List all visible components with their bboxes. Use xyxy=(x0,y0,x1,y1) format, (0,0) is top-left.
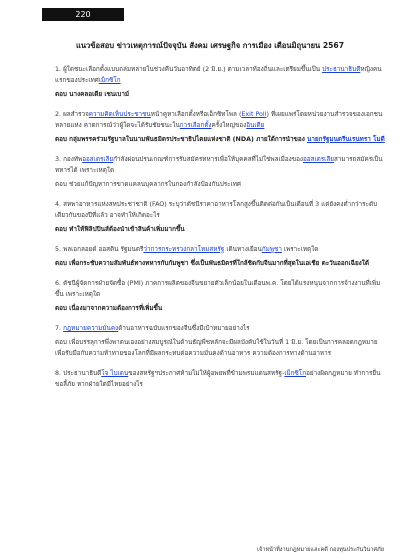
inline-link[interactable]: กระทรวงกลาโหมสหรัฐ xyxy=(161,246,225,253)
question-text: หญิงคนแรกของประเทศ xyxy=(55,66,382,84)
question-text: 4. สหพาอาหารแห่งสหประชาชาติ (FAO) ระบุว่าดัชนีราคาอาหารโลกสูงขึ้นติดต่อกันเป็นเดือนที่ 3 แต่ยังคงต่ำกว่าระดับเดียวกันของปีที่แล้ว อาจทำให้เกิดอะไร xyxy=(55,201,378,219)
inline-link[interactable]: ประธานาธิบดี xyxy=(322,66,361,73)
question-item xyxy=(55,109,385,131)
question-text: ของสหรัฐฯประกาศห้ามไม่ให้ผู้อพยพที่ข้ามพรมแดนสหรัฐ- xyxy=(128,370,285,377)
answer-text: ตอบ เนื่องมาจากความต้องการที่เพิ่มขึ้น xyxy=(55,305,163,312)
page-footer: เจ้าหน้าที่งานกฎหมายและคดี กองทุนประกันวินาศภัย xyxy=(257,547,384,553)
question-text: ครั้งใหญ่ของ xyxy=(211,122,247,129)
answer-text: ตอบ นางคลอเดีย เชนเบาม์ xyxy=(55,91,130,98)
inline-link[interactable]: ออสเตรเลีย xyxy=(82,156,114,163)
document-title: แนวข้อสอบ ข่าวเหตุการณ์ปัจจุบัน สังคม เศรษฐกิจ การเมือง เดือนมิถุนายน 2567 xyxy=(75,41,345,50)
document-body xyxy=(55,64,385,399)
answer-text: ตอบ เพื่อกระชับความสัมพันธ์ทางทหารกับกัมพูชา ซึ่งเป็นพันธมิตรที่ใกล้ชิดกับจีนมากที่สุดในเอเชีย ตะวันออกเฉียงใต้ xyxy=(55,260,369,267)
question-item xyxy=(55,64,385,86)
question-text: ด้านอาหารฉบับแรกของจีนซึ่งมีเป้าหมายอย่างไร xyxy=(118,325,250,332)
inline-link[interactable]: โจ ไบเดน xyxy=(101,370,129,377)
answer-link[interactable]: นายกรัฐมนตรีนเรนทรา โมดี xyxy=(307,136,385,143)
question-text: 3. กองทัพ xyxy=(55,156,83,163)
inline-link[interactable]: เม็กซิโก xyxy=(98,77,121,84)
question-text: สามารถสมัครเป็นทหารได้ เพราะเหตุใด xyxy=(55,156,383,174)
answer-text: ตอบ กลุ่มพรรคร่วมรัฐบาลในนามพันธมิตรประชาธิปไตยแห่งชาติ (NDA) ภายใต้การนำของ นายกรัฐมนตรีนเรนทรา โมดี xyxy=(55,136,385,143)
page-number: 220 xyxy=(42,8,124,21)
answer-text: ตอบ ช่วยแก้ปัญหาการขาดแคลนบุคลากรในกองกำลังป้องกันประเทศ xyxy=(55,181,241,188)
inline-link[interactable]: กฎหมายความมั่นคง xyxy=(63,325,119,332)
inline-link[interactable]: ความคิดเห็นประชาชน xyxy=(88,111,151,118)
question-text: อย่างผิดกฎหมาย ทำการยื่นขอลี้ภัย หากฝ่ายใดมีไหยอย่างไร xyxy=(55,370,381,388)
question-text: 5. พลเอกลอยด์ ออสติน รัฐมนตรี xyxy=(55,246,144,253)
inline-link[interactable]: ว่าการ xyxy=(143,246,162,253)
question-text: ) ที่เผยแพร่โดยหน่วยงานสำรวจของเอกชนหลายแห่ง คาดการณ์ว่าผู้ใดจะได้รับชัยชนะใน xyxy=(55,111,383,129)
question-item xyxy=(55,244,385,255)
question-text: 1. ผู้ใดชนะเลือกตั้งแบบถล่มทลายในช่วงคืนวันอาทิตย์ (2 มิ.ย.) ตามเวลาท้องถิ่นและเตรียมขึ้นเป็น xyxy=(55,66,323,73)
question-item xyxy=(55,199,385,221)
question-text: เพราะเหตุใด xyxy=(281,246,319,253)
question-item xyxy=(55,278,385,300)
question-text: 2. ผลสำรวจ xyxy=(55,111,89,118)
question-text: เดินทางเยือน xyxy=(224,246,262,253)
question-text: 8. ประธานาธิบดี xyxy=(55,370,102,377)
question-item xyxy=(55,154,385,176)
question-item xyxy=(55,368,385,390)
answer-text: ตอบ เพื่อบรรลุการพึ่งพาตนเองอย่างสมบูรณ์ในด้านธัญพืชหลักจะมีผลบังคับใช้ในวันที่ 1 มิ.ย. โดยเป็นการคลอดกฎหมายเพื่อรับมือกับความท้าทายของโลกที่มีผลกระทบต่อความมั่นคงด้านอาหาร ความต้องการทางด้านอาหาร xyxy=(55,339,378,357)
inline-link[interactable]: การเลือกตั้ง xyxy=(179,122,212,129)
question-item xyxy=(55,323,385,334)
inline-link[interactable]: กัมพูชา xyxy=(261,246,282,253)
inline-link[interactable]: ออสเตรเลีย xyxy=(303,156,334,163)
question-text: 7. xyxy=(55,325,64,332)
question-text: 6. ดัชนีผู้จัดการฝ่ายจัดซื้อ (PMI) ภาคการผลิตของจีนขยายตัวเล็กน้อยในเดือนพ.ค. โดยได้แรงหนุนจากการจ้างงานที่เพิ่มขึ้น เพราะเหตุใด xyxy=(55,280,381,298)
inline-link[interactable]: อินเดีย xyxy=(246,122,265,129)
inline-link[interactable]: เม็กซิโก xyxy=(284,370,307,377)
question-text: หน้าคูหาเลือกตั้งหรือเอ็กซิทโพล ( xyxy=(150,111,242,118)
answer-text: ตอบ ทำให้ฟิลิปปินส์ต้องนำเข้าสินค้าเพิ่มมากขึ้น xyxy=(55,226,185,233)
question-text: กำลังผ่อนปรนเกณฑ์การรับสมัครทหารเพื่อให้บุคคลที่ไม่ใช่พลเมืองของ xyxy=(113,156,303,163)
inline-link[interactable]: Exit Poll xyxy=(241,111,267,118)
